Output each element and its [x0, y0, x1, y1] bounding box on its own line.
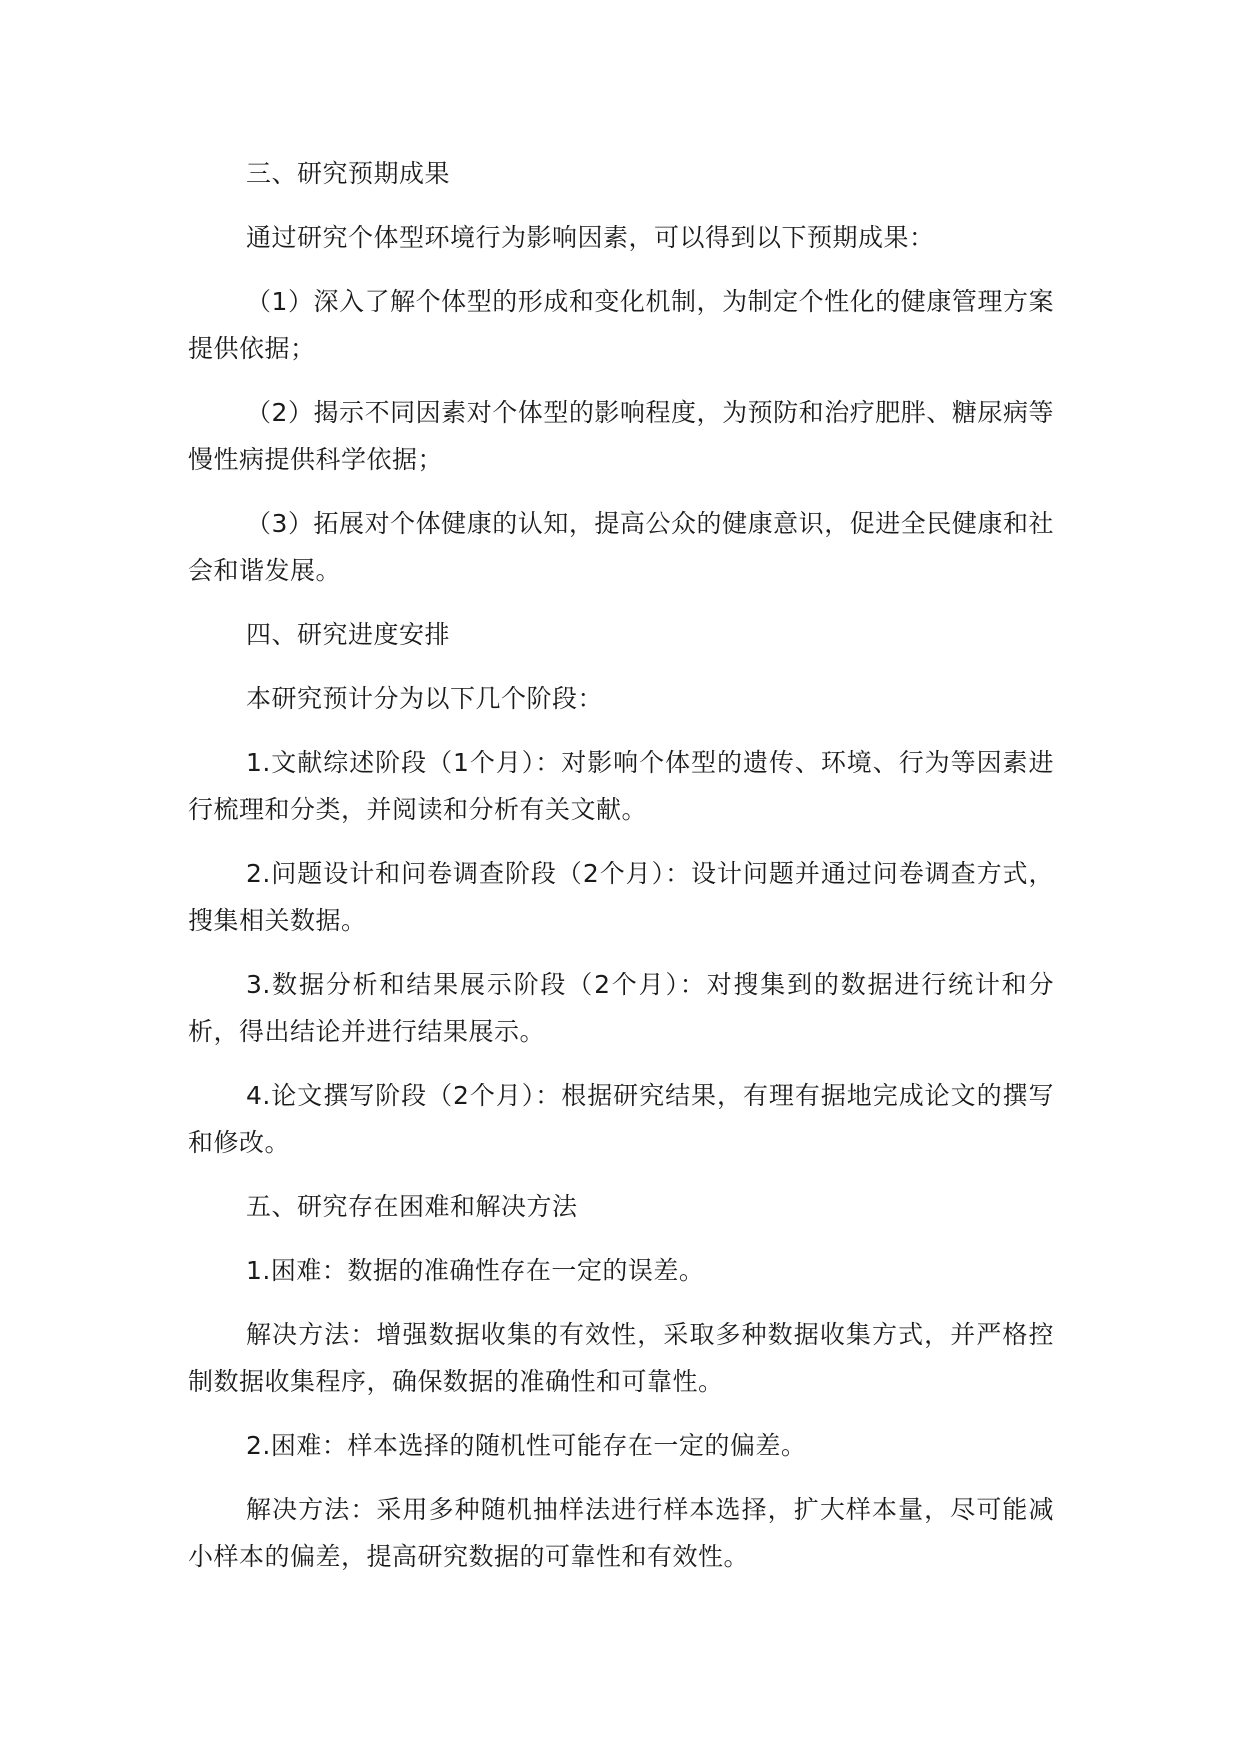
paragraph-stage-4: 4.论文撰写阶段（2个月）：根据研究结果，有理有据地完成论文的撰写和修改。	[188, 1081, 1054, 1157]
paragraph-stage-3: 3.数据分析和结果展示阶段（2个月）：对搜集到的数据进行统计和分析，得出结论并进行结果展示。	[188, 970, 1054, 1046]
section-heading-schedule: 四、研究进度安排	[246, 620, 451, 649]
paragraph-result-1: （1）深入了解个体型的形成和变化机制，为制定个性化的健康管理方案提供依据；	[188, 287, 1054, 363]
paragraph-result-2: （2）揭示不同因素对个体型的影响程度，为预防和治疗肥胖、糖尿病等慢性病提供科学依据；	[188, 398, 1054, 474]
paragraph-solution-1: 解决方法：增强数据收集的有效性，采取多种数据收集方式，并严格控制数据收集程序，确保数据的准确性和可靠性。	[188, 1320, 1054, 1396]
paragraph-intro-results: 通过研究个体型环境行为影响因素，可以得到以下预期成果：	[246, 223, 935, 252]
paragraph-stage-2: 2.问题设计和问卷调查阶段（2个月）：设计问题并通过问卷调查方式，搜集相关数据。	[188, 859, 1054, 935]
paragraph-solution-2: 解决方法：采用多种随机抽样法进行样本选择，扩大样本量，尽可能减小样本的偏差，提高研究数据的可靠性和有效性。	[188, 1495, 1054, 1571]
section-heading-difficulties: 五、研究存在困难和解决方法	[246, 1192, 578, 1221]
section-heading-expected-results: 三、研究预期成果	[246, 159, 451, 188]
paragraph-schedule-intro: 本研究预计分为以下几个阶段：	[246, 684, 604, 713]
paragraph-result-3: （3）拓展对个体健康的认知，提高公众的健康意识，促进全民健康和社会和谐发展。	[188, 509, 1054, 585]
paragraph-stage-1: 1.文献综述阶段（1个月）：对影响个体型的遗传、环境、行为等因素进行梳理和分类，并阅读和分析有关文献。	[188, 748, 1054, 824]
document-body	[188, 150, 1054, 1597]
paragraph-difficulty-1: 1.困难：数据的准确性存在一定的误差。	[246, 1256, 705, 1285]
paragraph-difficulty-2: 2.困难：样本选择的随机性可能存在一定的偏差。	[246, 1431, 807, 1460]
